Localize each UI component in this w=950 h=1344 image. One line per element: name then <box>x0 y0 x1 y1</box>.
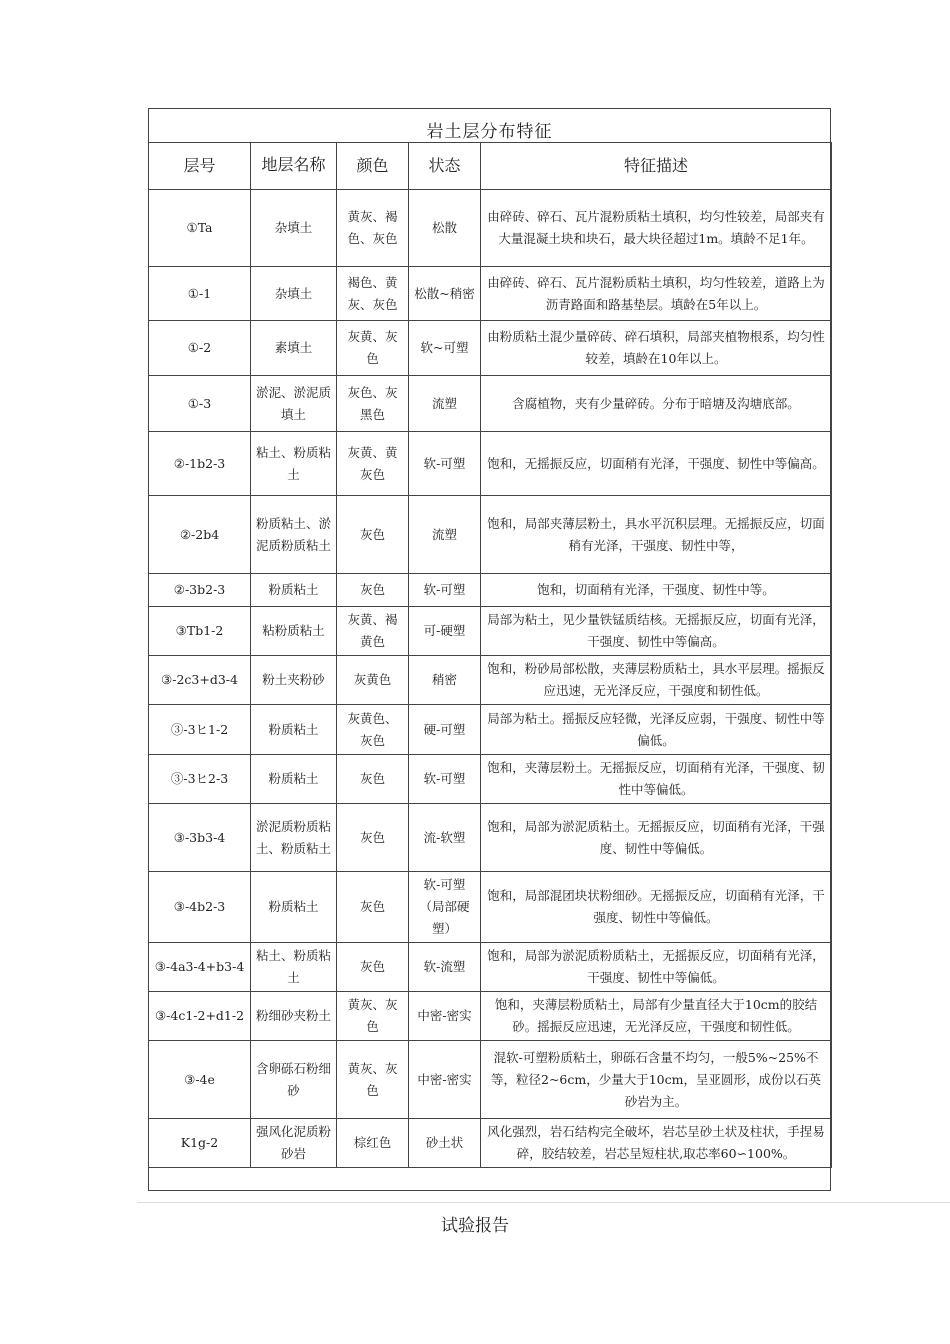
cell-desc: 饱和，局部夹薄层粉土，具水平沉积层理。无摇振反应，切面稍有光泽，干强度、韧性中等， <box>481 496 832 574</box>
table-row <box>149 190 832 267</box>
cell-color: 灰黄、褐黄色 <box>337 607 409 656</box>
table-title: 岩土层分布特征 <box>426 122 553 142</box>
cell-code: ③-3ヒ2-3 <box>149 755 251 804</box>
cell-code: K1g-2 <box>149 1119 251 1168</box>
cell-name: 含卵砾石粉细砂 <box>251 1041 337 1119</box>
cell-state: 流塑 <box>409 376 481 432</box>
cell-name: 粉质粘土 <box>251 755 337 804</box>
strata-table <box>148 142 832 1168</box>
cell-desc: 局部为粘土，见少量铁锰质结核。无摇振反应，切面有光泽，干强度、韧性中等偏高。 <box>481 607 832 656</box>
table-row <box>149 872 832 943</box>
table-row <box>149 432 832 496</box>
cell-name: 粘土、粉质粘土 <box>251 432 337 496</box>
cell-name: 粉质粘土 <box>251 705 337 755</box>
cell-state: 硬-可塑 <box>409 705 481 755</box>
cell-desc: 饱和，局部为淤泥质粉质粘土，无摇振反应，切面稍有光泽，干强度、韧性中等偏低。 <box>481 943 832 992</box>
cell-desc: 由粉质粘土混少量碎砖、碎石填积，局部夹植物根系，均匀性较差，填龄在10年以上。 <box>481 321 832 376</box>
cell-color: 灰色 <box>337 496 409 574</box>
cell-state: 流塑 <box>409 496 481 574</box>
cell-code: ②-2b4 <box>149 496 251 574</box>
cell-code: ③-3ヒ1-2 <box>149 705 251 755</box>
cell-state: 可-硬塑 <box>409 607 481 656</box>
footer-title: 试验报告 <box>441 1216 509 1236</box>
cell-state: 砂土状 <box>409 1119 481 1168</box>
cell-desc: 饱和，夹薄层粉土。无摇振反应，切面稍有光泽，干强度、韧性中等偏低。 <box>481 755 832 804</box>
cell-desc: 混软-可塑粉质粘土，卵砾石含量不均匀，一般5%~25%不等，粒径2~6cm，少量大于10cm，呈亚圆形，成份以石英砂岩为主。 <box>481 1041 832 1119</box>
header-stratum-name: 地层名称 <box>251 143 337 190</box>
cell-code: ①-2 <box>149 321 251 376</box>
cell-name: 杂填土 <box>251 267 337 321</box>
table-row <box>149 321 832 376</box>
cell-code: ①Ta <box>149 190 251 267</box>
cell-color: 灰黄色、灰色 <box>337 705 409 755</box>
cell-state: 中密-密实 <box>409 992 481 1041</box>
header-description: 特征描述 <box>481 143 832 190</box>
table-row <box>149 1041 832 1119</box>
cell-code: ③-2c3+d3-4 <box>149 656 251 705</box>
cell-state: 软-可塑（局部硬塑） <box>409 872 481 943</box>
cell-desc: 风化强烈，岩石结构完全破坏，岩芯呈砂土状及柱状，手捏易碎，胶结较差，岩芯呈短柱状,取芯率60∽100%。 <box>481 1119 832 1168</box>
cell-color: 灰黄、黄灰色 <box>337 432 409 496</box>
cell-state: 软-可塑 <box>409 574 481 607</box>
table-row <box>149 992 832 1041</box>
table-row <box>149 804 832 872</box>
cell-name: 粉细砂夹粉土 <box>251 992 337 1041</box>
cell-desc: 由碎砖、碎石、瓦片混粉质粘土填积，均匀性较差，道路上为沥青路面和路基垫层。填龄在5年以上。 <box>481 267 832 321</box>
cell-state: 软-流塑 <box>409 943 481 992</box>
cell-code: ③-4e <box>149 1041 251 1119</box>
table-row <box>149 656 832 705</box>
cell-name: 素填土 <box>251 321 337 376</box>
cell-code: ③-4a3-4+b3-4 <box>149 943 251 992</box>
table-row <box>149 607 832 656</box>
cell-name: 粘粉质粘土 <box>251 607 337 656</box>
table-row <box>149 755 832 804</box>
cell-code: ②-3b2-3 <box>149 574 251 607</box>
cell-color: 黄灰、褐色、灰色 <box>337 190 409 267</box>
cell-color: 黄灰、灰色 <box>337 992 409 1041</box>
cell-color: 褐色、黄灰、灰色 <box>337 267 409 321</box>
cell-code: ①-3 <box>149 376 251 432</box>
cell-state: 松散 <box>409 190 481 267</box>
cell-desc: 含腐植物，夹有少量碎砖。分布于暗塘及沟塘底部。 <box>481 376 832 432</box>
cell-name: 粉土夹粉砂 <box>251 656 337 705</box>
cell-code: ③-4c1-2+d1-2 <box>149 992 251 1041</box>
cell-state: 软-可塑 <box>409 755 481 804</box>
cell-desc: 饱和，夹薄层粉质粘土，局部有少量直径大于10cm的胶结砂。摇振反应迅速，无光泽反应，干强度和韧性低。 <box>481 992 832 1041</box>
cell-name: 粉质粘土、淤泥质粉质粘土 <box>251 496 337 574</box>
cell-code: ③Tb1-2 <box>149 607 251 656</box>
cell-color: 灰色 <box>337 804 409 872</box>
cell-color: 灰黄、灰色 <box>337 321 409 376</box>
header-row <box>149 143 832 190</box>
cell-state: 软~可塑 <box>409 321 481 376</box>
cell-name: 淤泥、淤泥质填土 <box>251 376 337 432</box>
cell-color: 灰色 <box>337 943 409 992</box>
divider <box>137 1202 950 1203</box>
cell-color: 灰黄色 <box>337 656 409 705</box>
cell-color: 棕红色 <box>337 1119 409 1168</box>
cell-name: 粉质粘土 <box>251 574 337 607</box>
cell-color: 灰色 <box>337 755 409 804</box>
cell-state: 流-软塑 <box>409 804 481 872</box>
table-row <box>149 705 832 755</box>
cell-desc: 饱和，局部为淤泥质粘土。无摇振反应，切面稍有光泽，干强度、韧性中等偏低。 <box>481 804 832 872</box>
cell-desc: 饱和，无摇振反应，切面稍有光泽，干强度、韧性中等偏高。 <box>481 432 832 496</box>
cell-color: 黄灰、灰色 <box>337 1041 409 1119</box>
cell-code: ②-1b2-3 <box>149 432 251 496</box>
header-layer-no: 层号 <box>149 143 251 190</box>
cell-name: 粉质粘土 <box>251 872 337 943</box>
cell-desc: 饱和，粉砂局部松散，夹薄层粉质粘土，具水平层理。摇振反应迅速，无光泽反应，干强度和韧性低。 <box>481 656 832 705</box>
cell-code: ③-3b3-4 <box>149 804 251 872</box>
cell-state: 稍密 <box>409 656 481 705</box>
cell-code: ①-1 <box>149 267 251 321</box>
cell-desc: 局部为粘土。摇振反应轻微，光泽反应弱，干强度、韧性中等偏低。 <box>481 705 832 755</box>
header-state: 状态 <box>409 143 481 190</box>
table-row <box>149 376 832 432</box>
table-row <box>149 943 832 992</box>
table-row <box>149 1119 832 1168</box>
cell-desc: 饱和，局部混团块状粉细砂。无摇振反应，切面稍有光泽，干强度、韧性中等偏低。 <box>481 872 832 943</box>
table-row <box>149 574 832 607</box>
cell-state: 松散~稍密 <box>409 267 481 321</box>
table-row <box>149 496 832 574</box>
table-row <box>149 267 832 321</box>
cell-name: 粘土、粉质粘土 <box>251 943 337 992</box>
cell-state: 软-可塑 <box>409 432 481 496</box>
cell-desc: 饱和，切面稍有光泽，干强度、韧性中等。 <box>481 574 832 607</box>
cell-color: 灰色 <box>337 574 409 607</box>
cell-name: 强风化泥质粉砂岩 <box>251 1119 337 1168</box>
header-color: 颜色 <box>337 143 409 190</box>
cell-color: 灰色 <box>337 872 409 943</box>
cell-name: 杂填土 <box>251 190 337 267</box>
cell-state: 中密-密实 <box>409 1041 481 1119</box>
cell-desc: 由碎砖、碎石、瓦片混粉质粘土填积，均匀性较差，局部夹有大量混凝土块和块石，最大块径超过1m。填龄不足1年。 <box>481 190 832 267</box>
cell-code: ③-4b2-3 <box>149 872 251 943</box>
cell-color: 灰色、灰黑色 <box>337 376 409 432</box>
cell-name: 淤泥质粉质粘土、粉质粘土 <box>251 804 337 872</box>
